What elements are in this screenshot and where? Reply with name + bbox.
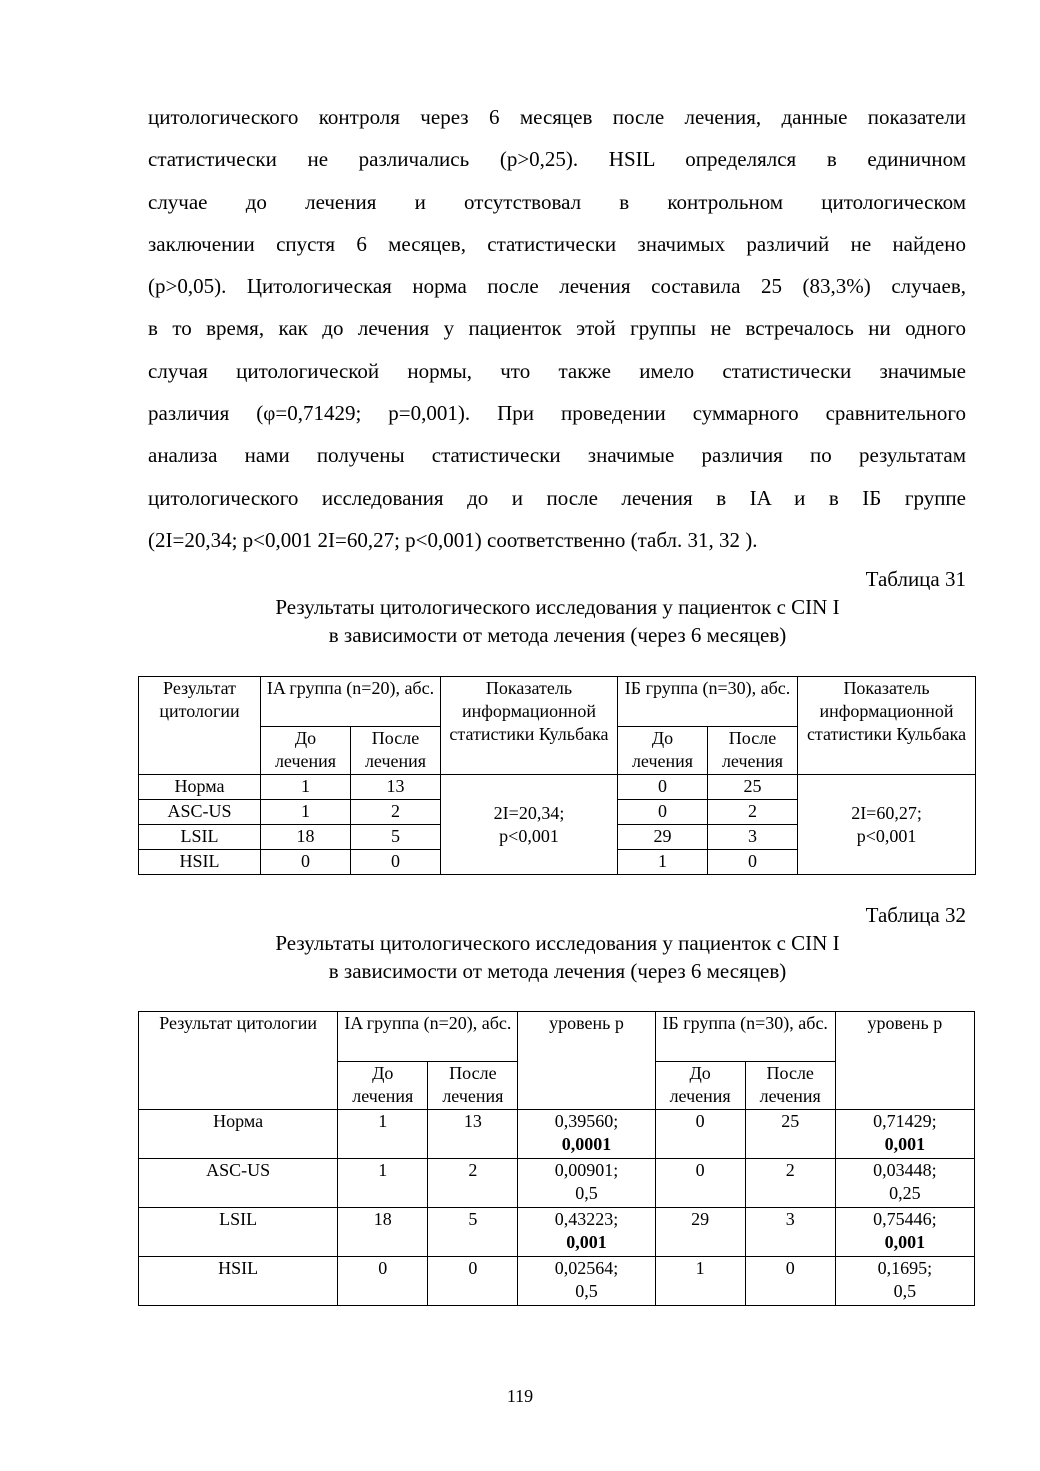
cell-stat-a xyxy=(441,775,618,875)
paragraph-line: цитологического исследования до и после лечения в IA и в IБ группе xyxy=(148,485,966,510)
table-row xyxy=(139,1257,975,1306)
cell-b-after: 25 xyxy=(708,775,798,800)
cell-a-after: 5 xyxy=(428,1208,518,1257)
p-value: 0,71429; xyxy=(873,1111,937,1131)
table-row xyxy=(139,1159,975,1208)
p-value: 0,75446; xyxy=(873,1209,937,1229)
header-group-a: IA группа (n=20), абс. xyxy=(338,1012,518,1062)
header-before: До лечения xyxy=(618,727,708,775)
cell-a-after: 5 xyxy=(351,825,441,850)
p-level: 0,5 xyxy=(575,1281,598,1301)
header-level-b: уровень р xyxy=(835,1012,974,1110)
p-level: 0,5 xyxy=(575,1183,598,1203)
table31-title-line1: Результаты цитологического исследования у пациенток с CIN I xyxy=(275,595,840,619)
header-result: Результат цитологии xyxy=(139,1012,338,1110)
cell-p-a xyxy=(518,1159,655,1208)
cell-p-a xyxy=(518,1208,655,1257)
table32-title-line2: в зависимости от метода лечения (через 6 месяцев) xyxy=(328,959,787,983)
p-value: 0,43223; xyxy=(554,1209,619,1229)
table31-label: Таблица 31 xyxy=(865,567,966,591)
table-row xyxy=(139,1110,975,1159)
body-paragraph xyxy=(148,96,966,561)
paragraph-line: цитологического контроля через 6 месяцев после лечения, данные показатели xyxy=(148,105,966,129)
cell-b-before: 0 xyxy=(618,775,708,800)
p-level: 0,25 xyxy=(889,1183,921,1203)
table32-title-line1: Результаты цитологического исследования у пациенток с CIN I xyxy=(275,931,840,955)
paragraph-line: случая цитологической нормы, что также имело статистически значимые xyxy=(148,358,966,383)
row-label: ASC-US xyxy=(139,800,261,825)
p-value: 0,39560; xyxy=(554,1111,619,1131)
cell-a-after: 2 xyxy=(351,800,441,825)
table-row xyxy=(139,775,976,800)
row-label: Норма xyxy=(139,775,261,800)
table-32 xyxy=(138,1011,975,1306)
table-31 xyxy=(138,676,976,875)
cell-b-before: 29 xyxy=(655,1208,745,1257)
cell-b-after: 2 xyxy=(708,800,798,825)
p-level: 0,001 xyxy=(566,1232,607,1252)
table-row xyxy=(139,1208,975,1257)
cell-b-after: 0 xyxy=(745,1257,835,1306)
table31-title-line2: в зависимости от метода лечения (через 6 месяцев) xyxy=(328,623,787,647)
paragraph-line: в то время, как до лечения у пациенток этой группы не встречалось ни одного xyxy=(148,316,966,341)
p-level: 0,001 xyxy=(884,1232,926,1252)
cell-a-after: 0 xyxy=(428,1257,518,1306)
p-level: 0,0001 xyxy=(561,1134,612,1154)
cell-b-before: 0 xyxy=(618,800,708,825)
cell-a-before: 0 xyxy=(261,850,351,875)
paragraph-line: случае до лечения и отсутствовал в контрольном цитологическом xyxy=(148,189,966,214)
stat-a-p: р<0,001 xyxy=(499,825,559,846)
p-value: 0,03448; xyxy=(873,1160,937,1180)
stat-a-value: 2I=20,34; xyxy=(493,802,565,823)
p-level: 0,5 xyxy=(893,1281,917,1301)
cell-p-b xyxy=(835,1257,974,1306)
cell-b-after: 2 xyxy=(745,1159,835,1208)
header-before: До лечения xyxy=(261,727,351,775)
row-label: HSIL xyxy=(139,1257,338,1306)
cell-b-before: 0 xyxy=(655,1159,745,1208)
cell-b-after: 3 xyxy=(708,825,798,850)
cell-a-before: 0 xyxy=(338,1257,428,1306)
header-level-a: уровень р xyxy=(518,1012,655,1110)
p-value: 0,1695; xyxy=(877,1258,933,1278)
header-kullback-a: Показатель информационной статистики Кульбака xyxy=(441,677,618,775)
cell-a-before: 1 xyxy=(261,800,351,825)
header-after: После лечения xyxy=(351,727,441,775)
header-group-b: IБ группа (n=30), абс. xyxy=(618,677,798,727)
cell-p-a xyxy=(518,1110,655,1159)
header-after: После лечения xyxy=(708,727,798,775)
cell-b-before: 0 xyxy=(655,1110,745,1159)
cell-b-before: 1 xyxy=(655,1257,745,1306)
cell-p-a xyxy=(518,1257,655,1306)
p-level: 0,001 xyxy=(884,1134,926,1154)
cell-p-b xyxy=(835,1159,974,1208)
cell-b-after: 0 xyxy=(708,850,798,875)
cell-p-b xyxy=(835,1208,974,1257)
paragraph-line: статистически не различались (р>0,25). HSIL определялся в единичном xyxy=(148,147,966,172)
header-before: До лечения xyxy=(338,1062,428,1110)
paragraph-line: анализа нами получены статистически значимые различия по результатам xyxy=(148,443,966,468)
header-after: После лечения xyxy=(745,1062,835,1110)
cell-a-before: 1 xyxy=(338,1110,428,1159)
cell-stat-b xyxy=(798,775,976,875)
header-before: До лечения xyxy=(655,1062,745,1110)
cell-a-before: 1 xyxy=(338,1159,428,1208)
cell-a-before: 18 xyxy=(338,1208,428,1257)
header-after: После лечения xyxy=(428,1062,518,1110)
cell-a-before: 1 xyxy=(261,775,351,800)
cell-b-after: 3 xyxy=(745,1208,835,1257)
table32-label: Таблица 32 xyxy=(865,903,966,927)
cell-a-before: 18 xyxy=(261,825,351,850)
header-kullback-b: Показатель информационной статистики Кульбака xyxy=(798,677,976,775)
row-label: Норма xyxy=(139,1110,338,1159)
p-value: 0,00901; xyxy=(554,1160,619,1180)
p-value: 0,02564; xyxy=(554,1258,619,1278)
paragraph-line: (2I=20,34; р<0,001 2I=60,27; р<0,001) соответственно (табл. 31, 32 ). xyxy=(148,527,758,552)
cell-b-after: 25 xyxy=(745,1110,835,1159)
cell-a-after: 0 xyxy=(351,850,441,875)
header-group-a: IA группа (n=20), абс. xyxy=(261,677,441,727)
page-number: 119 xyxy=(506,1386,534,1406)
row-label: ASC-US xyxy=(139,1159,338,1208)
header-group-b: IБ группа (n=30), абс. xyxy=(655,1012,835,1062)
row-label: HSIL xyxy=(139,850,261,875)
cell-b-before: 29 xyxy=(618,825,708,850)
row-label: LSIL xyxy=(139,1208,338,1257)
cell-a-after: 13 xyxy=(351,775,441,800)
row-label: LSIL xyxy=(139,825,261,850)
cell-a-after: 13 xyxy=(428,1110,518,1159)
paragraph-line: различия (φ=0,71429; р=0,001). При проведении суммарного сравнительного xyxy=(148,401,966,426)
stat-b-p: р<0,001 xyxy=(856,825,917,846)
header-result: Результат цитологии xyxy=(139,677,261,775)
stat-b-value: 2I=60,27; xyxy=(851,802,922,823)
paragraph-line: заключении спустя 6 месяцев, статистически значимых различий не найдено xyxy=(148,231,966,256)
paragraph-line: (р>0,05). Цитологическая норма после лечения составила 25 (83,3%) случаев, xyxy=(148,274,966,299)
cell-b-before: 1 xyxy=(618,850,708,875)
cell-a-after: 2 xyxy=(428,1159,518,1208)
cell-p-b xyxy=(835,1110,974,1159)
